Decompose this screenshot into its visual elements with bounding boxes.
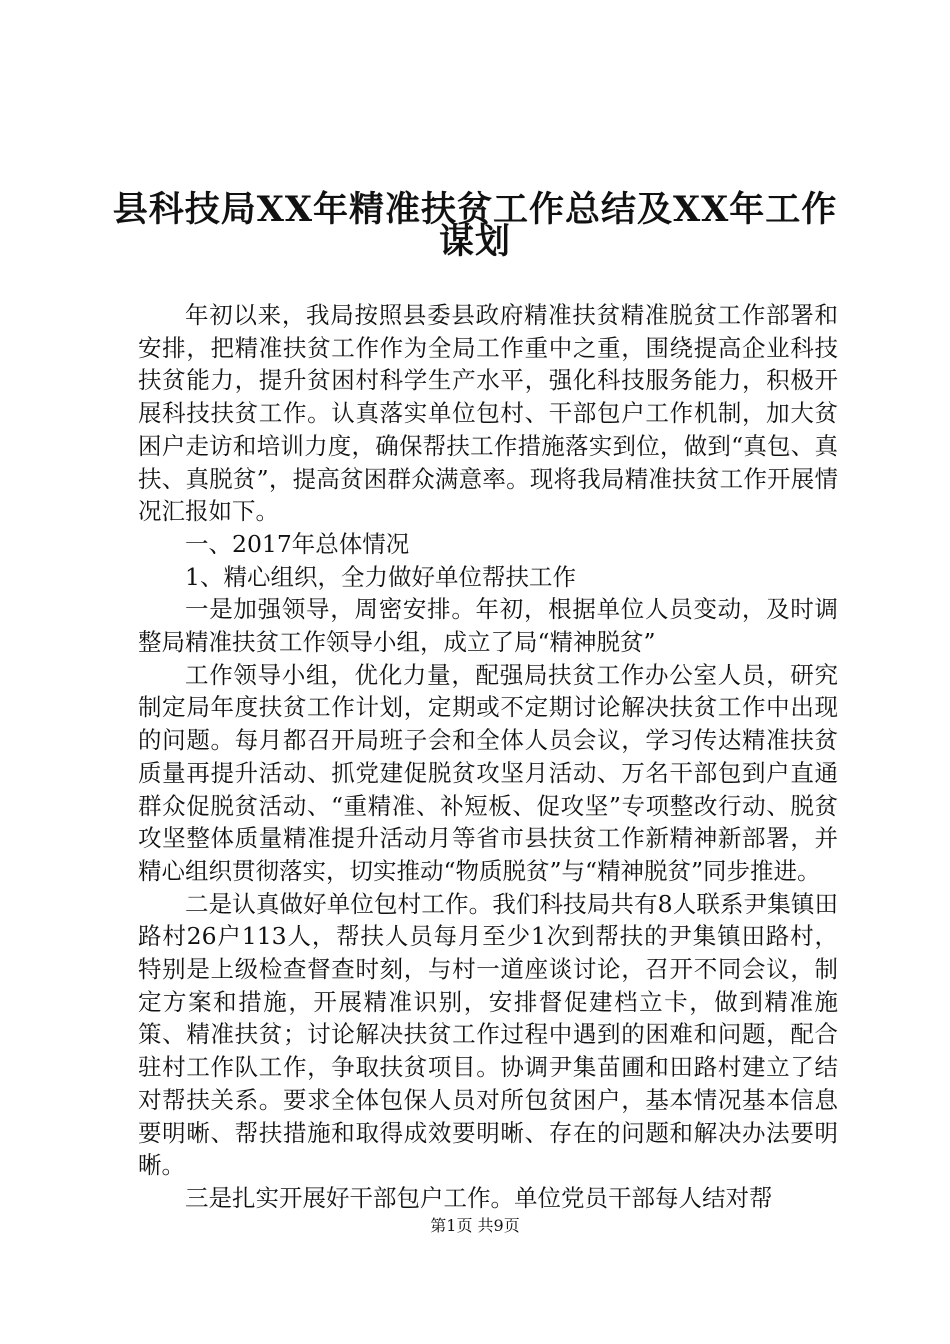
document-title-line-1: 县科技局XX年精准扶贫工作总结及XX年工作	[112, 189, 838, 230]
subsection-heading-organize: 1、精心组织，全力做好单位帮扶工作	[185, 562, 576, 591]
paragraph-household-support: 三是扎实开展好干部包户工作。单位党员干部每人结对帮	[185, 1183, 773, 1212]
document-title-line-2: 谋划	[438, 221, 511, 262]
paragraph-intro: 年初以来，我局按照县委县政府精准扶贫精准脱贫工作部署和安排，把精准扶贫工作作为全局工作重中之重，围绕提高企业科技扶贫能力，提升贫困村科学生产水平，强化科技服务能力，积极开展科技扶贫工作。认真落实单位包村、干部包户工作机制，加大贫困户走访和培训力度，确保帮扶工作措施落实到位，做到“真包、真扶、真脱贫”，提高贫困群众满意率。现将我局精准扶贫工作开展情况汇报如下。	[138, 301, 838, 526]
paragraph-leadership: 一是加强领导，周密安排。年初，根据单位人员变动，及时调整局精准扶贫工作领导小组，成立了局“精神脱贫”	[138, 595, 838, 657]
page-footer: 第1页 共9页	[430, 1216, 520, 1235]
document-body	[138, 299, 838, 1215]
paragraph-village-support: 二是认真做好单位包村工作。我们科技局共有8人联系尹集镇田路村26户113人，帮扶人员每月至少1次到帮扶的尹集镇田路村，特别是上级检查督查时刻，与村一道座谈讨论，召开不同会议，制定方案和措施，开展精准识别，安排督促建档立卡，做到精准施策、精准扶贫；讨论解决扶贫工作过程中遇到的困难和问题，配合驻村工作队工作，争取扶贫项目。协调尹集苗圃和田路村建立了结对帮扶关系。要求全体包保人员对所包贫困户，基本情况基本信息要明晰、帮扶措施和取得成效要明晰、存在的问题和解决办法要明晰。	[138, 889, 838, 1180]
paragraph-work-group: 工作领导小组，优化力量，配强局扶贫工作办公室人员，研究制定局年度扶贫工作计划，定期或不定期讨论解决扶贫工作中出现的问题。每月都召开局班子会和全体人员会议，学习传达精准扶贫质量再提升活动、抓党建促脱贫攻坚月活动、万名干部包到户直通群众促脱贫活动、“重精准、补短板、促攻坚”专项整改行动、脱贫攻坚整体质量精准提升活动月等省市县扶贫工作新精神新部署，并精心组织贯彻落实，切实推动“物质脱贫”与“精神脱贫”同步推进。	[138, 660, 838, 885]
section-heading-overall: 一、2017年总体情况	[185, 529, 410, 558]
